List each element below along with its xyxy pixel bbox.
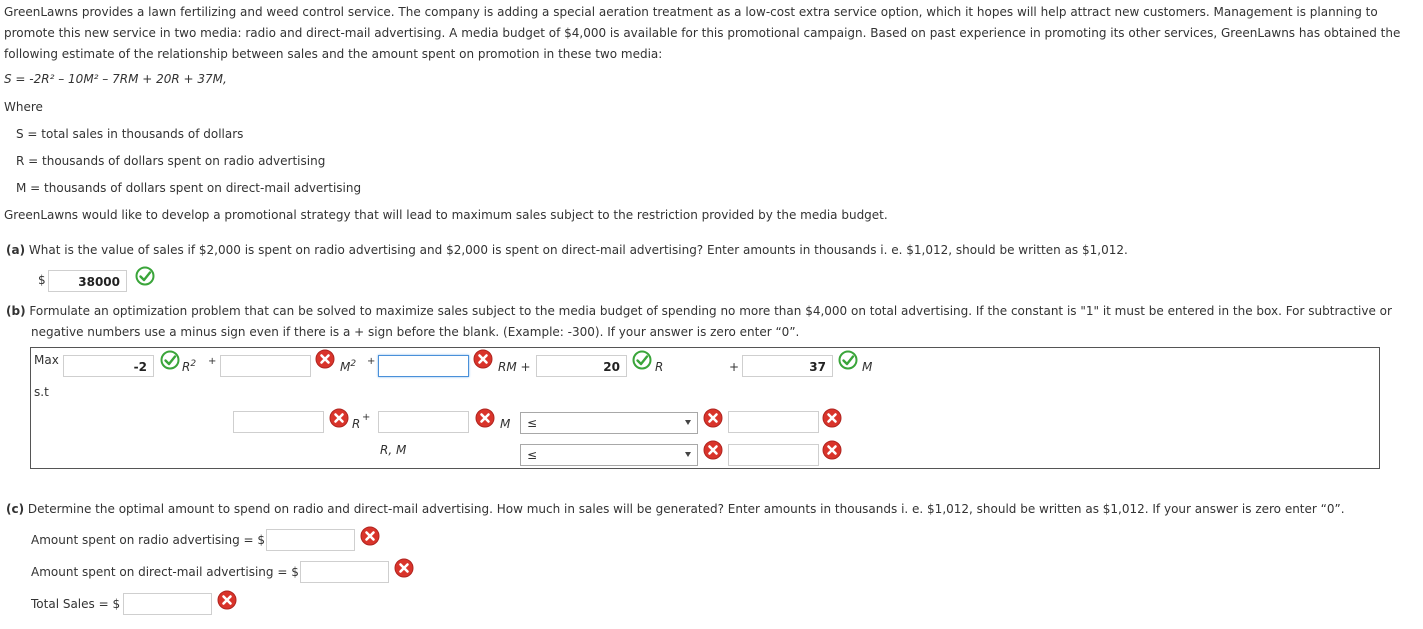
definition-m: M = thousands of dollars spent on direct-mail advertising xyxy=(16,181,362,195)
nonneg-rhs-input[interactable] xyxy=(728,444,819,466)
coef-m-input[interactable]: 37 xyxy=(742,355,833,377)
part-a-currency: $ xyxy=(38,273,46,287)
definition-r: R = thousands of dollars spent on radio advertising xyxy=(16,154,326,168)
plus-sign: + xyxy=(362,412,371,423)
term-m-squared: $M^2$ xyxy=(340,359,357,374)
max-label: Max xyxy=(34,353,59,367)
part-c-label: (c) xyxy=(6,502,25,516)
incorrect-x-icon xyxy=(822,408,842,428)
chevron-down-icon xyxy=(685,420,691,425)
incorrect-x-icon xyxy=(394,558,414,578)
problem-intro: GreenLawns provides a lawn fertilizing and weed control service. The company is adding a special aeration treatment as a low-cost extra service option, which it hopes will help attract new customers. Management is planning to promote this new service in two media: radio and direct-mail advertising. A media budget of $4,000 is available for this promotional campaign. Based on past experience in promoting its other services, GreenLawns has obtained the following estimate of the relationship between sales and the amount spent on promotion in these two media: xyxy=(4,5,1401,61)
total-sales-input[interactable] xyxy=(123,593,212,615)
term-rm: RM + xyxy=(498,360,531,374)
coef-m2-input[interactable] xyxy=(220,355,311,377)
sales-equation: S = -2R² – 10M² – 7RM + 20R + 37M, xyxy=(4,72,227,86)
constraint-operator-value: ≤ xyxy=(527,416,538,430)
constraint-r-coef-input[interactable] xyxy=(233,411,324,433)
part-a-text: What is the value of sales if $2,000 is spent on radio advertising and $2,000 is spent on direct-mail advertising? Enter amounts in thousands i. e. $1,012, should be written as $1,012. xyxy=(28,243,1128,257)
goal-statement: GreenLawns would like to develop a promotional strategy that will lead to maximum sales subject to the restriction provided by the media budget. xyxy=(4,208,888,222)
term-r-squared: $R^2$ xyxy=(182,359,197,374)
mail-amount-label: Amount spent on direct-mail advertising = $ xyxy=(31,565,299,579)
constraint-operator-select[interactable] xyxy=(520,412,698,434)
constraint-rhs-input[interactable] xyxy=(728,411,819,433)
coef-rm-input[interactable] xyxy=(378,355,469,377)
constraint-r-term: R xyxy=(352,417,361,431)
part-b-label: (b) xyxy=(6,304,26,318)
plus-sign: + xyxy=(729,360,740,374)
incorrect-x-icon xyxy=(315,349,335,369)
correct-check-icon xyxy=(838,350,858,370)
part-a-question xyxy=(6,243,1128,257)
constraint-m-coef-input[interactable] xyxy=(378,411,469,433)
term-m: M xyxy=(862,360,873,374)
coef-r2-input[interactable]: -2 xyxy=(63,355,154,377)
part-c-text: Determine the optimal amount to spend on radio and direct-mail advertising. How much in sales will be generated? Enter amounts in thousands i. e. $1,012, should be written as $1,012. If your answer is zero enter “0”. xyxy=(27,502,1345,516)
definition-s: S = total sales in thousands of dollars xyxy=(16,127,244,141)
nonneg-operator-select[interactable] xyxy=(520,444,698,466)
chevron-down-icon xyxy=(685,452,691,457)
part-a-label: (a) xyxy=(6,243,26,257)
part-b-text-line2: negative numbers use a minus sign even if there is a + sign before the blank. (Example: -300). If your answer is zero enter “0”. xyxy=(31,325,800,339)
correct-check-icon xyxy=(632,350,652,370)
coef-r-input[interactable]: 20 xyxy=(536,355,627,377)
correct-check-icon xyxy=(160,350,180,370)
plus-sign: + xyxy=(208,356,217,367)
incorrect-x-icon xyxy=(703,408,723,428)
incorrect-x-icon xyxy=(475,408,495,428)
incorrect-x-icon xyxy=(473,349,493,369)
incorrect-x-icon xyxy=(329,408,349,428)
constraint-m-term: M xyxy=(500,417,511,431)
part-c-question xyxy=(6,502,1345,516)
incorrect-x-icon xyxy=(360,526,380,546)
term-r: R xyxy=(655,360,664,374)
mail-amount-input[interactable] xyxy=(300,561,389,583)
where-label: Where xyxy=(4,100,43,114)
radio-amount-input[interactable] xyxy=(266,529,355,551)
plus-sign: + xyxy=(367,356,376,367)
part-b-text-line1: Formulate an optimization problem that can be solved to maximize sales subject to the media budget of spending no more than $4,000 on total advertising. If the constant is "1" it must be entered in the box. For subtractive or xyxy=(29,304,1392,318)
part-b-question xyxy=(6,304,1392,318)
total-sales-label: Total Sales = $ xyxy=(31,597,121,611)
sales-answer-input[interactable]: 38000 xyxy=(48,270,127,292)
correct-check-icon xyxy=(135,266,155,286)
radio-amount-label: Amount spent on radio advertising = $ xyxy=(31,533,266,547)
st-label: s.t xyxy=(34,385,49,399)
incorrect-x-icon xyxy=(822,440,842,460)
incorrect-x-icon xyxy=(217,590,237,610)
nonneg-variables: R, M xyxy=(380,443,407,457)
incorrect-x-icon xyxy=(703,440,723,460)
nonneg-operator-value: ≤ xyxy=(527,448,538,462)
